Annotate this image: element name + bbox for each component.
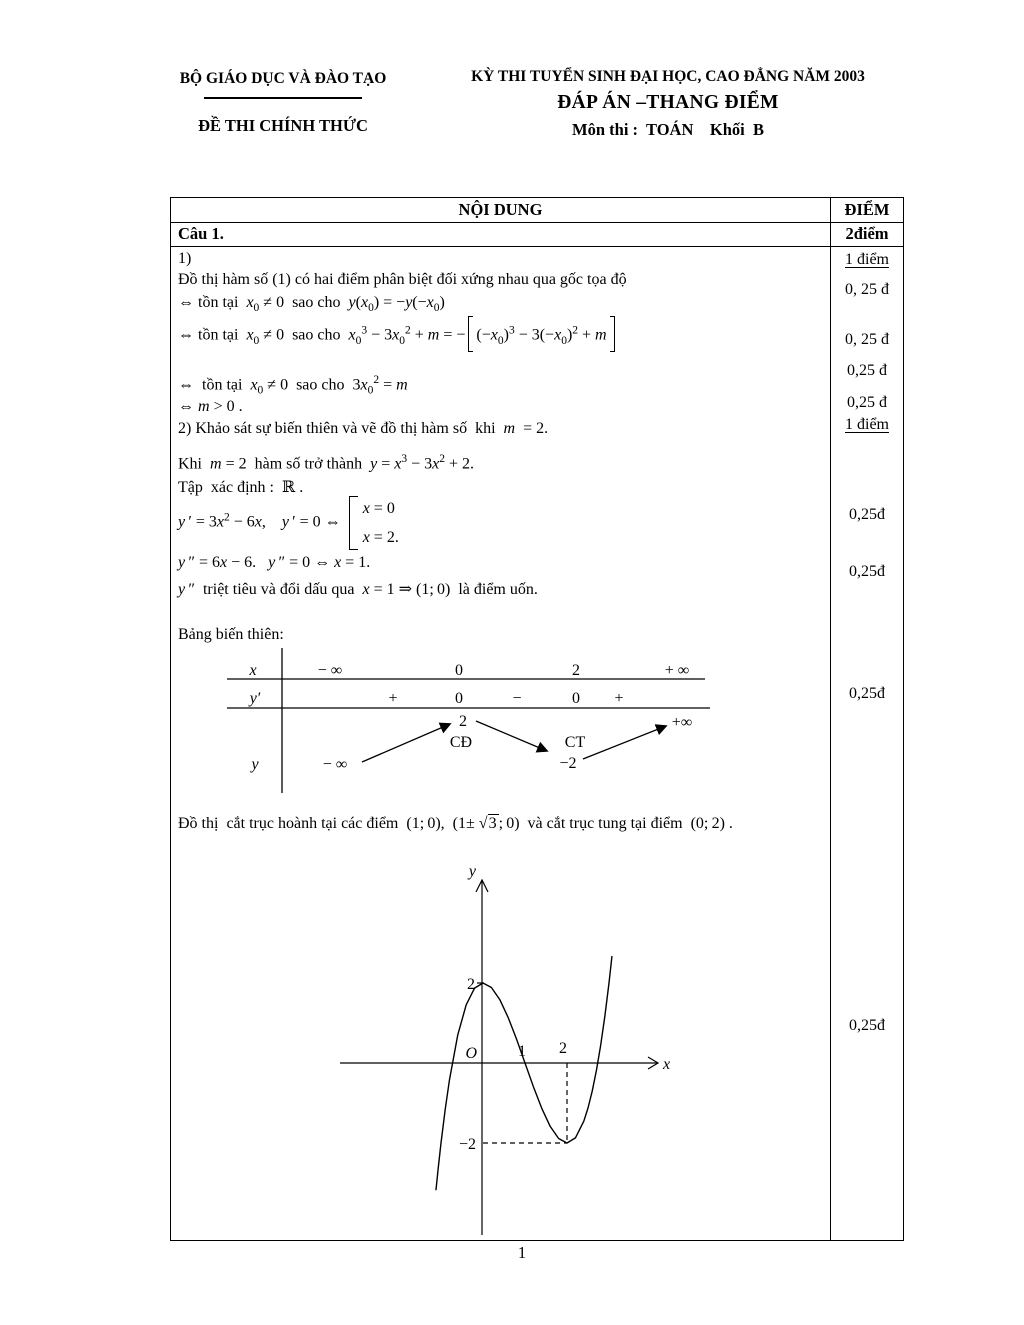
- solution-content: [171, 247, 831, 1240]
- score-item: 0, 25 đ: [845, 331, 889, 348]
- cubic-curve: [436, 957, 612, 1190]
- y-axis-label: y: [468, 863, 476, 880]
- content-line: Bảng biến thiên:: [178, 626, 284, 643]
- score-item: 0,25đ: [849, 506, 885, 523]
- function-graph: [336, 859, 686, 1239]
- content-line: Tập xác định : ℝ .: [178, 479, 304, 496]
- subject-line: Môn thi : TOÁN Khối B: [572, 120, 764, 139]
- question-row: [171, 223, 903, 247]
- bbt-x-neg-inf: − ∞: [317, 662, 343, 679]
- bbt-x-pos-inf: + ∞: [664, 662, 690, 679]
- exam-type: ĐỀ THI CHÍNH THỨC: [198, 116, 368, 135]
- bbt-y-pos-inf: +∞: [671, 714, 693, 731]
- answer-table: [170, 197, 904, 1241]
- bbt-yp-zero1: 0: [455, 690, 463, 707]
- y-tick-neg2: −2: [458, 1136, 476, 1153]
- solution-scores: [831, 247, 903, 1240]
- y-tick-2: 2: [467, 976, 475, 993]
- bbt-yp-zero2: 0: [572, 690, 580, 707]
- score-item: 0,25đ: [849, 563, 885, 580]
- bbt-y-max-value: 2: [459, 713, 467, 730]
- content-line: y ″ = 6x − 6. y ″ = 0 ⇔ x = 1.: [178, 554, 371, 571]
- score-item: 0,25 đ: [847, 362, 887, 379]
- x-axis-label: x: [663, 1056, 671, 1073]
- bbt-y-label: y: [251, 756, 259, 773]
- origin-label: O: [465, 1045, 477, 1062]
- table-header-row: [171, 198, 903, 223]
- question-score: 2điểm: [845, 224, 889, 243]
- doc-title: ĐÁP ÁN –THANG ĐIỂM: [557, 92, 779, 113]
- bbt-y-min-tag: CT: [564, 734, 586, 751]
- bbt-y-neg-inf: − ∞: [322, 756, 348, 773]
- score-item: 0,25đ: [849, 685, 885, 702]
- question-label: Câu 1.: [171, 223, 831, 246]
- page-number: 1: [517, 1243, 527, 1262]
- content-line: 1): [178, 250, 192, 267]
- bbt-arrow-down: [476, 721, 547, 751]
- bbt-x-0: 0: [455, 662, 463, 679]
- x-tick-2: 2: [559, 1040, 567, 1057]
- header-left: [168, 70, 398, 136]
- content-column-header: NỘI DUNG: [171, 198, 831, 222]
- header-right: [436, 68, 900, 140]
- score-item: 0,25 đ: [847, 394, 887, 411]
- x-tick-1: 1: [518, 1043, 526, 1060]
- variation-table: [222, 646, 722, 798]
- bbt-arrow-up-1: [362, 724, 450, 762]
- score-item: 1 điểm: [845, 416, 889, 433]
- bbt-yprime-label: y′: [249, 690, 261, 707]
- ministry-name: BỘ GIÁO DỤC VÀ ĐÀO TẠO: [179, 70, 387, 87]
- bbt-yp-plus2: +: [614, 690, 624, 707]
- content-line: Đồ thị hàm số (1) có hai điểm phân biệt đối xứng nhau qua gốc tọa độ: [178, 271, 627, 288]
- score-item: 0,25đ: [849, 1017, 885, 1034]
- solution-row: [171, 247, 903, 1240]
- content-line: y ″ triệt tiêu và đổi dấu qua x = 1 ⇒ (1; 0) là điểm uốn.: [178, 581, 538, 598]
- score-item: 0, 25 đ: [845, 281, 889, 298]
- content-line-system: y ′ = $3x^2 - 6x$, y ′ = 0 ⇔ x = 0 x = 2.: [178, 496, 399, 550]
- content-line: Đồ thị cắt trục hoành tại các điểm (1; 0), (1± √3 ; 0) và cắt trục tung tại điểm (0; 2) .: [178, 815, 733, 832]
- content-line: ⇔ m > 0 .: [178, 398, 243, 415]
- divider-rule: [204, 97, 362, 99]
- bbt-y-max-tag: CĐ: [449, 734, 473, 751]
- bbt-x-2: 2: [572, 662, 580, 679]
- content-line: 2) Khảo sát sự biến thiên và vẽ đồ thị hàm số khi m = 2.: [178, 420, 549, 437]
- content-line: Khi m = 2 hàm số trở thành $y = x^3 - 3x^2 + 2$.: [178, 453, 475, 473]
- exam-title: KỲ THI TUYỂN SINH ĐẠI HỌC, CAO ĐẲNG NĂM 2003: [471, 68, 865, 85]
- bbt-arrow-up-2: [583, 726, 666, 759]
- score-item: 1 điểm: [845, 251, 889, 268]
- bbt-y-min-value: −2: [559, 755, 577, 772]
- content-line: ⇔ tồn tại $x_0 \ne 0$ sao cho $y(x_0) = -y(-x_0)$: [178, 294, 445, 315]
- content-line: ⇔ tồn tại $x_0 \ne 0$ sao cho $3x_0^2 = m$: [178, 374, 408, 397]
- bbt-yp-minus: −: [512, 690, 522, 707]
- bbt-yp-plus1: +: [388, 690, 398, 707]
- content-line-formula: ⇔ tồn tại $x_0 \ne 0$ sao cho $x_0^3 - 3x_0^2 + m$ = − $(-x_0)^3 - 3(-x_0)^2 + m$: [178, 318, 618, 354]
- score-column-header: ĐIỂM: [844, 200, 890, 219]
- bbt-x-label: x: [249, 662, 257, 679]
